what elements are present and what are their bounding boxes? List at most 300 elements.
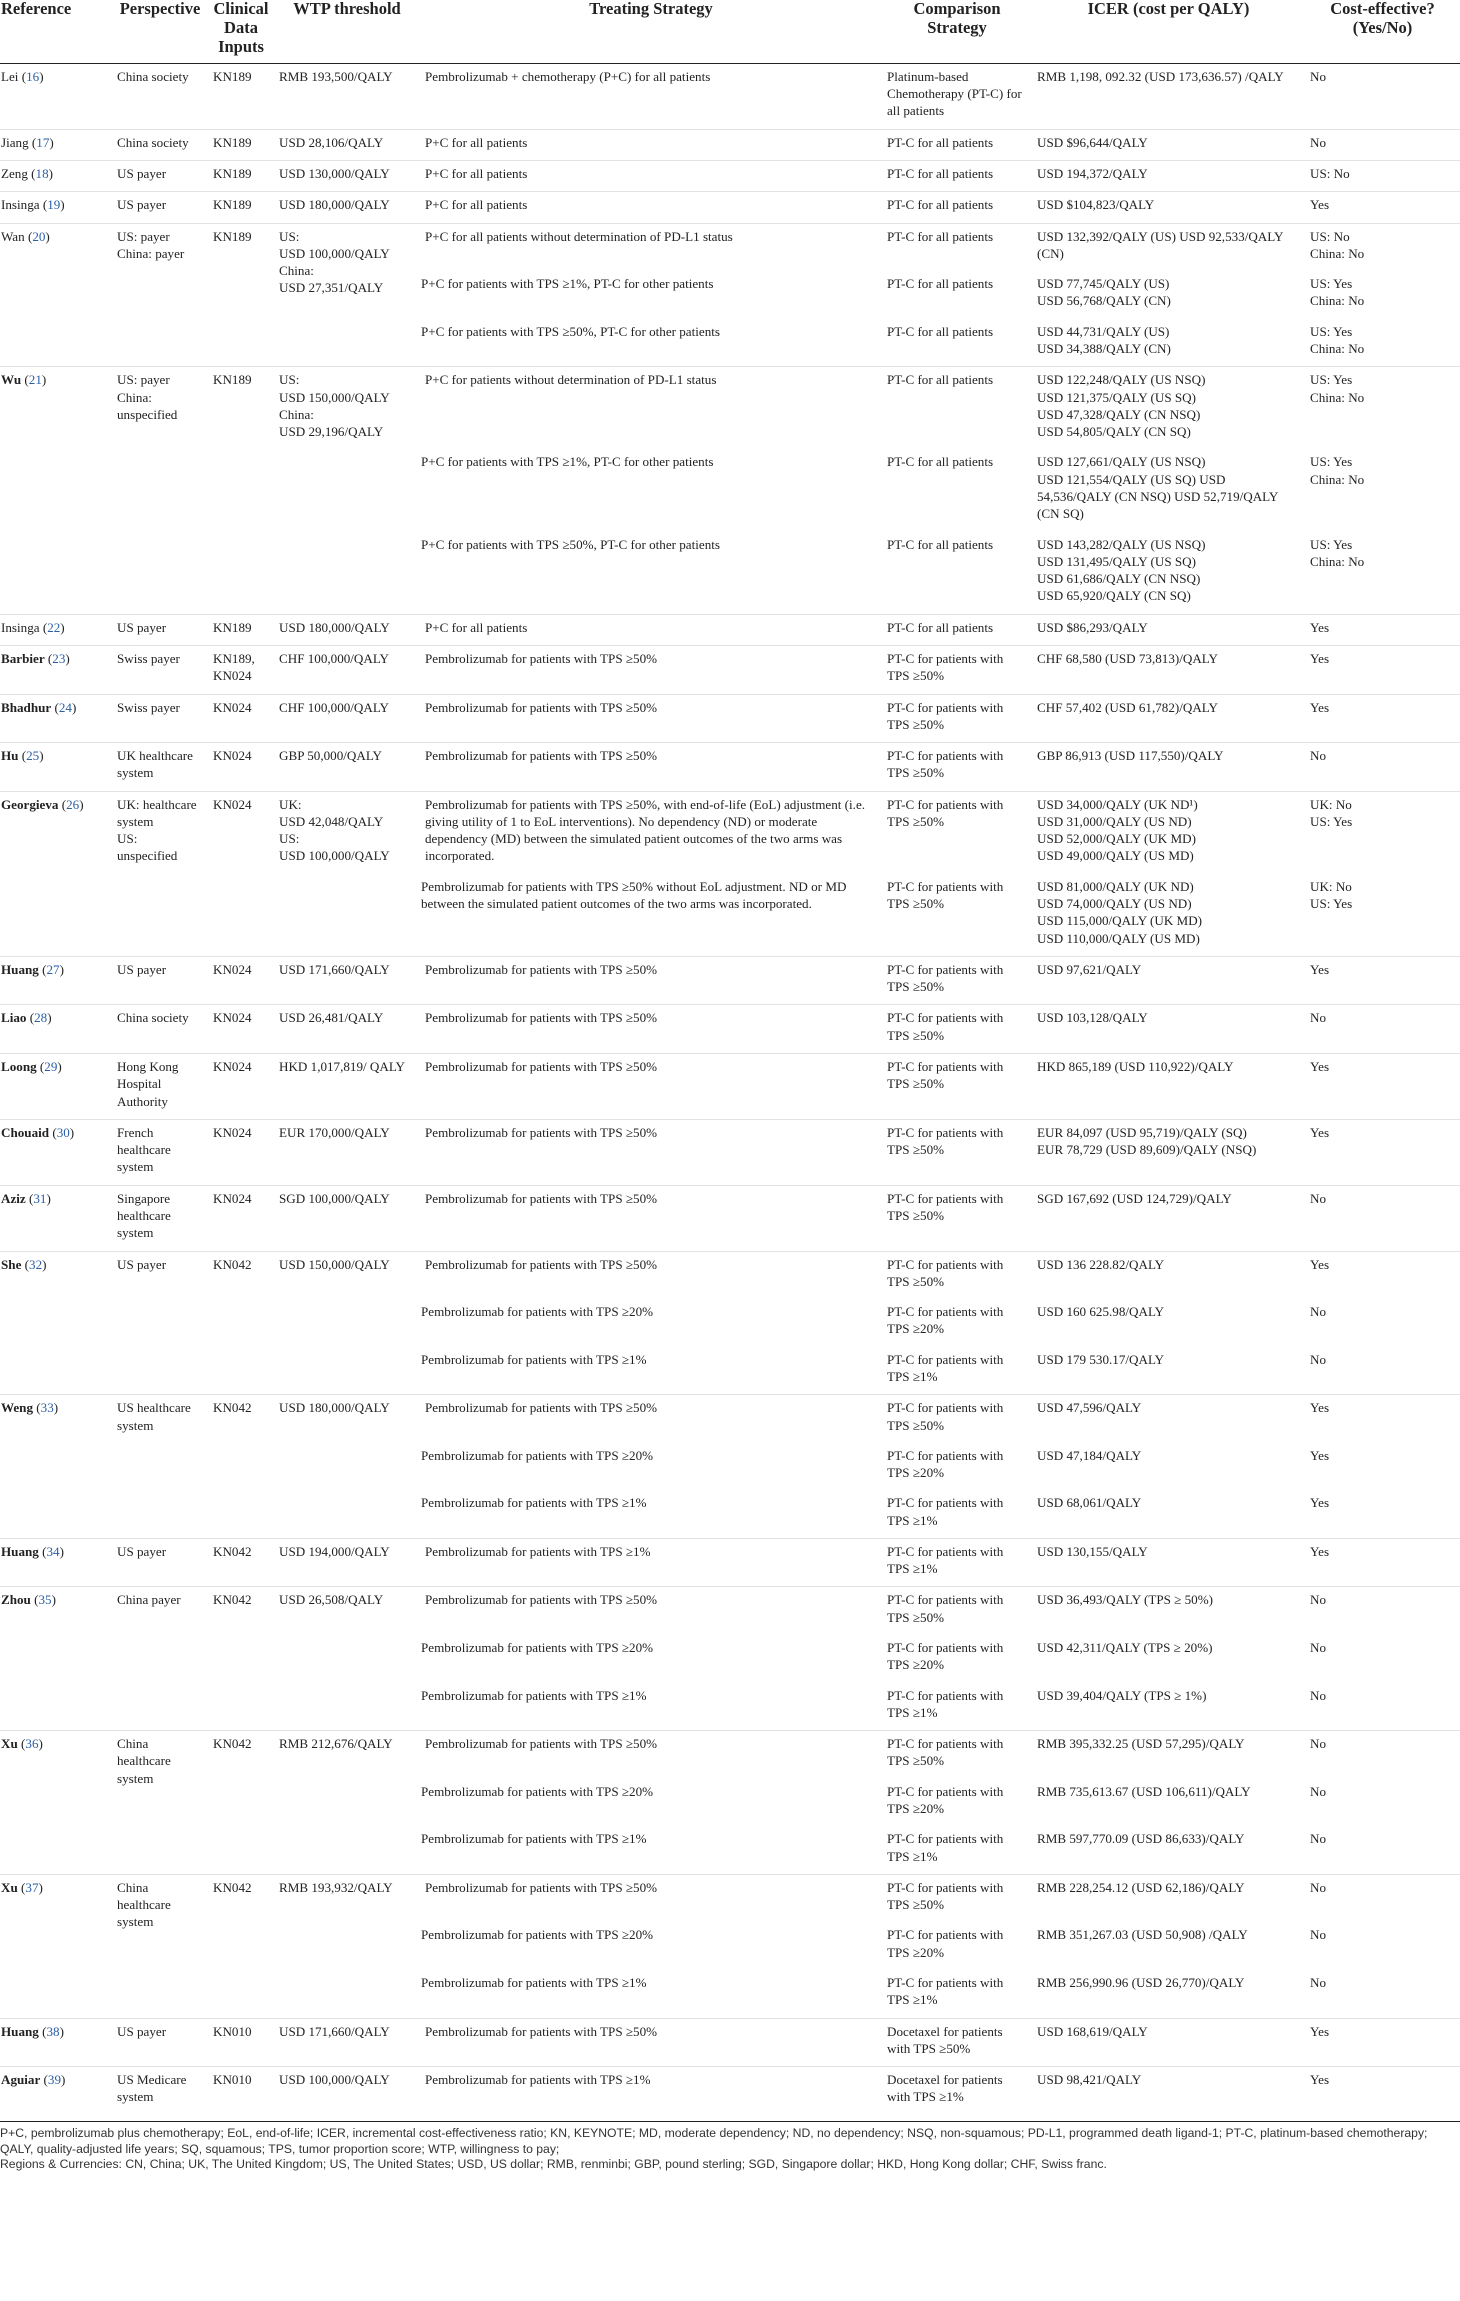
- icer-cell: USD 130,155/QALY: [1032, 1538, 1305, 1587]
- icer-cell: USD $86,293/QALY: [1032, 614, 1305, 645]
- cost-effective-cell: Yes: [1305, 645, 1460, 694]
- footnote-abbreviations: P+C, pembrolizumab plus chemotherapy; EoL, end-of-life; ICER, incremental cost-effectiveness ratio; KN, KEYNOTE; MD, moderate dependency; ND, no dependency; NSQ, non-squamous; PD-L1, programmed death ligand-1; PT-C, platinum-based chemotherapy; QALY, quality-adjusted life years; SQ, squamous; TPS, tumor proportion score; WTP, willingness to pay;: [0, 2125, 1428, 2156]
- icer-cell: USD 132,392/QALY (US) USD 92,533/QALY (CN): [1032, 223, 1305, 271]
- table-row: [0, 2018, 1460, 2067]
- icer-cell: USD 122,248/QALY (US NSQ) USD 121,375/QALY (US SQ) USD 47,328/QALY (CN NSQ) USD 54,805/QALY (CN SQ): [1032, 367, 1305, 450]
- comparison-strategy-cell: PT-C for all patients: [882, 192, 1032, 223]
- reference-number-link[interactable]: 29: [44, 1059, 58, 1074]
- reference-author: Georgieva: [1, 796, 59, 812]
- wtp-threshold-cell: RMB 193,500/QALY: [279, 68, 393, 84]
- table-row: [0, 129, 1460, 160]
- reference-author: Wan: [1, 228, 25, 244]
- wtp-threshold-cell: USD 26,508/QALY: [274, 1587, 420, 1731]
- wtp-threshold-cell: USD 28,106/QALY: [274, 129, 420, 160]
- treating-strategy-cell: Pembrolizumab for patients with TPS ≥1%: [421, 1974, 647, 1990]
- comparison-strategy-cell: PT-C for all patients: [882, 614, 1032, 645]
- table-row: [0, 1587, 1460, 1635]
- treating-strategy-cell: Pembrolizumab for patients with TPS ≥50%, with end-of-life (EoL) adjustment (i.e. giving utility of 1 to EoL interventions). No dependency (ND) or moderate dependency (MD) between the simulated patient outcomes of the two arms was incorporated.: [420, 791, 882, 874]
- perspective-cell: US payer: [112, 1251, 208, 1395]
- clinical-data-cell: KN024: [208, 1005, 274, 1054]
- reference-author: Zeng: [1, 166, 28, 182]
- perspective-cell: US payer: [112, 614, 208, 645]
- reference-number-link[interactable]: 36: [25, 1736, 39, 1752]
- treating-strategy-cell: Pembrolizumab for patients with TPS ≥50%: [420, 1251, 882, 1299]
- perspective-cell: Singapore healthcare system: [112, 1185, 208, 1251]
- treating-strategy-cell: Pembrolizumab for patients with TPS ≥1%: [420, 1538, 882, 1587]
- cost-effective-cell: Yes: [1305, 1395, 1460, 1443]
- table-row: [0, 694, 1460, 743]
- wtp-threshold-cell: CHF 100,000/QALY: [274, 694, 420, 743]
- reference-author: Liao: [1, 1010, 27, 1026]
- wtp-threshold-cell: US: USD 150,000/QALY China: USD 29,196/QALY: [274, 367, 420, 614]
- header-comparison-strategy: Comparison Strategy: [882, 0, 1032, 63]
- clinical-data-cell: KN024: [208, 956, 274, 1005]
- treating-strategy-cell: P+C for all patients: [420, 614, 882, 645]
- reference-author: Zhou: [1, 1592, 31, 1608]
- icer-cell: RMB 395,332.25 (USD 57,295)/QALY: [1032, 1731, 1305, 1779]
- reference-cell: Georgieva (26): [0, 791, 112, 956]
- cost-effective-cell: US: No China: No: [1305, 223, 1460, 271]
- comparison-strategy-cell: PT-C for patients with TPS ≥1%: [887, 1351, 1004, 1384]
- treating-strategy-cell: Pembrolizumab for patients with TPS ≥1%: [421, 1351, 647, 1367]
- clinical-data-cell: KN189, KN024: [208, 645, 274, 694]
- cost-effective-cell: US: Yes China: No: [1310, 323, 1365, 356]
- wtp-threshold-cell: USD 180,000/QALY: [274, 1395, 420, 1539]
- cost-effective-cell: No: [1305, 1874, 1460, 1922]
- perspective-cell: US: payer China: payer: [112, 223, 208, 367]
- wtp-threshold-cell: HKD 1,017,819/ QALY: [274, 1054, 420, 1120]
- comparison-strategy-cell: PT-C for patients with TPS ≥1%: [887, 1831, 1004, 1864]
- cost-effective-cell: No: [1310, 1351, 1327, 1367]
- icer-cell: RMB 351,267.03 (USD 50,908) /QALY: [1037, 1927, 1248, 1943]
- reference-number-link[interactable]: 26: [66, 796, 80, 812]
- clinical-data-cell: KN042: [208, 1538, 274, 1587]
- reference-author: Weng: [1, 1400, 34, 1416]
- cost-effective-cell: No: [1310, 68, 1327, 84]
- clinical-data-cell: KN189: [208, 129, 274, 160]
- reference-number-link[interactable]: 33: [40, 1400, 54, 1416]
- icer-cell: CHF 57,402 (USD 61,782)/QALY: [1032, 694, 1305, 743]
- reference-cell: Loong (29): [0, 1054, 112, 1120]
- comparison-strategy-cell: PT-C for patients with TPS ≥20%: [887, 1783, 1004, 1816]
- comparison-strategy-cell: PT-C for patients with TPS ≥50%: [887, 878, 1004, 912]
- treating-strategy-cell: Pembrolizumab for patients with TPS ≥20%: [421, 1640, 654, 1656]
- reference-cell: Bhadhur (24): [0, 694, 112, 743]
- reference-number-link[interactable]: 19: [47, 197, 61, 213]
- perspective-cell: US payer: [112, 2018, 208, 2067]
- table-row: [0, 1054, 1460, 1120]
- comparison-strategy-cell: PT-C for patients with TPS ≥20%: [887, 1304, 1004, 1337]
- clinical-data-cell: KN010: [208, 2018, 274, 2067]
- treating-strategy-cell: Pembrolizumab for patients with TPS ≥20%: [421, 1927, 654, 1943]
- perspective-cell: UK healthcare system: [112, 743, 208, 792]
- treating-strategy-cell: P+C for all patients: [420, 161, 882, 192]
- cost-effective-cell: US: No: [1305, 161, 1460, 192]
- comparison-strategy-cell: PT-C for patients with TPS ≥20%: [887, 1927, 1004, 1960]
- icer-cell: EUR 84,097 (USD 95,719)/QALY (SQ) EUR 78,729 (USD 89,609)/QALY (NSQ): [1032, 1119, 1305, 1185]
- perspective-cell: China society: [112, 129, 208, 160]
- icer-cell: USD 77,745/QALY (US) USD 56,768/QALY (CN): [1037, 276, 1171, 309]
- reference-number-link[interactable]: 31: [33, 1190, 47, 1206]
- icer-cell: SGD 167,692 (USD 124,729)/QALY: [1032, 1185, 1305, 1251]
- comparison-strategy-cell: PT-C for patients with TPS ≥20%: [887, 1640, 1004, 1673]
- perspective-cell: China payer: [112, 1587, 208, 1731]
- comparison-strategy-cell: PT-C for patients with TPS ≥50%: [882, 1005, 1032, 1054]
- comparison-strategy-cell: PT-C for patients with TPS ≥50%: [882, 645, 1032, 694]
- table-row: [0, 1119, 1460, 1185]
- comparison-strategy-cell: PT-C for patients with TPS ≥50%: [882, 1054, 1032, 1120]
- comparison-strategy-cell: PT-C for all patients: [887, 536, 994, 552]
- table-row: [0, 645, 1460, 694]
- reference-author: Xu: [1, 1879, 18, 1895]
- comparison-strategy-cell: PT-C for patients with TPS ≥50%: [882, 694, 1032, 743]
- treating-strategy-cell: Pembrolizumab for patients with TPS ≥50%: [420, 1874, 882, 1922]
- table-row: [0, 1538, 1460, 1587]
- wtp-threshold-cell: GBP 50,000/QALY: [274, 743, 420, 792]
- comparison-strategy-cell: Docetaxel for patients with TPS ≥1%: [882, 2067, 1032, 2115]
- treating-strategy-cell: P+C for patients with TPS ≥50%, PT-C for other patients: [421, 536, 720, 552]
- reference-cell: Huang (38): [0, 2018, 112, 2067]
- comparison-strategy-cell: PT-C for patients with TPS ≥50%: [882, 1251, 1032, 1299]
- comparison-strategy-cell: PT-C for patients with TPS ≥50%: [882, 956, 1032, 1005]
- table-body: [0, 63, 1460, 2114]
- icer-cell: USD 179 530.17/QALY: [1037, 1351, 1165, 1367]
- reference-number-link[interactable]: 34: [46, 1543, 60, 1559]
- comparison-strategy-cell: PT-C for patients with TPS ≥1%: [887, 1495, 1004, 1528]
- reference-number-link[interactable]: 16: [26, 68, 40, 84]
- table-row: [0, 1395, 1460, 1443]
- treating-strategy-cell: Pembrolizumab for patients with TPS ≥1%: [420, 2067, 882, 2115]
- reference-number-link[interactable]: 35: [38, 1592, 52, 1608]
- icer-cell: USD 98,421/QALY: [1032, 2067, 1305, 2115]
- treating-strategy-cell: Pembrolizumab for patients with TPS ≥20%: [421, 1447, 654, 1463]
- reference-cell: Huang (27): [0, 956, 112, 1005]
- clinical-data-cell: KN024: [208, 743, 274, 792]
- table-header: [0, 0, 1460, 63]
- reference-cell: Wu (21): [0, 367, 112, 614]
- wtp-threshold-cell: USD 194,000/QALY: [274, 1538, 420, 1587]
- table-row: [0, 791, 1460, 874]
- cost-effective-cell: Yes: [1310, 1495, 1330, 1511]
- perspective-cell: US payer: [112, 161, 208, 192]
- treating-strategy-cell: Pembrolizumab for patients with TPS ≥50%: [420, 1119, 882, 1185]
- cost-effective-cell: No: [1310, 1974, 1327, 1990]
- treating-strategy-cell: Pembrolizumab for patients with TPS ≥50%: [420, 1587, 882, 1635]
- reference-author: Bhadhur: [1, 699, 52, 715]
- perspective-cell: US payer: [112, 192, 208, 223]
- icer-cell: RMB 256,990.96 (USD 26,770)/QALY: [1037, 1974, 1245, 1990]
- wtp-threshold-cell: USD 100,000/QALY: [274, 2067, 420, 2115]
- reference-author: Chouaid: [1, 1124, 50, 1140]
- perspective-cell: US: payer China: unspecified: [112, 367, 208, 614]
- table-row: [0, 1185, 1460, 1251]
- reference-author: Lei: [1, 68, 19, 84]
- treating-strategy-cell: P+C for patients with TPS ≥1%, PT-C for other patients: [421, 276, 714, 292]
- reference-author: Insinga: [1, 197, 40, 213]
- header-perspective: Perspective: [112, 0, 208, 63]
- treating-strategy-cell: P+C for all patients: [420, 129, 882, 160]
- treating-strategy-cell: Pembrolizumab + chemotherapy (P+C) for all patients: [425, 68, 711, 84]
- wtp-threshold-cell: EUR 170,000/QALY: [274, 1119, 420, 1185]
- reference-cell: Zeng (18): [0, 161, 112, 192]
- reference-author: Insinga: [1, 619, 40, 635]
- comparison-strategy-cell: Platinum-based Chemotherapy (PT-C) for all patients: [887, 68, 1022, 119]
- reference-number-link[interactable]: 38: [46, 2023, 60, 2039]
- table-row: [0, 192, 1460, 223]
- wtp-threshold-cell: USD 130,000/QALY: [274, 161, 420, 192]
- icer-cell: USD 34,000/QALY (UK ND¹) USD 31,000/QALY (US ND) USD 52,000/QALY (UK MD) USD 49,000/QALY (US MD): [1032, 791, 1305, 874]
- table-row: [0, 743, 1460, 792]
- icer-cell: USD 194,372/QALY: [1032, 161, 1305, 192]
- cost-effective-cell: US: Yes China: No: [1310, 276, 1365, 309]
- reference-cell: Chouaid (30): [0, 1119, 112, 1185]
- treating-strategy-cell: Pembrolizumab for patients with TPS ≥20%: [421, 1783, 654, 1799]
- icer-cell: USD 160 625.98/QALY: [1037, 1304, 1165, 1320]
- cost-effective-cell: US: Yes China: No: [1310, 454, 1365, 487]
- perspective-cell: China healthcare system: [112, 1731, 208, 1875]
- clinical-data-cell: KN024: [208, 791, 274, 956]
- cost-effective-cell: No: [1305, 1185, 1460, 1251]
- perspective-cell: Swiss payer: [112, 694, 208, 743]
- reference-cell: Weng (33): [0, 1395, 112, 1539]
- clinical-data-cell: KN189: [213, 68, 252, 84]
- treating-strategy-cell: Pembrolizumab for patients with TPS ≥1%: [421, 1495, 647, 1511]
- reference-number-link[interactable]: 32: [29, 1256, 43, 1272]
- treating-strategy-cell: Pembrolizumab for patients with TPS ≥50%: [420, 1185, 882, 1251]
- wtp-threshold-cell: RMB 193,932/QALY: [274, 1874, 420, 2018]
- treating-strategy-cell: Pembrolizumab for patients with TPS ≥50%: [420, 694, 882, 743]
- comparison-strategy-cell: PT-C for patients with TPS ≥50%: [882, 743, 1032, 792]
- table-row: [0, 63, 1460, 129]
- perspective-cell: US Medicare system: [112, 2067, 208, 2115]
- clinical-data-cell: KN024: [208, 1119, 274, 1185]
- cost-effective-cell: Yes: [1305, 1054, 1460, 1120]
- comparison-strategy-cell: PT-C for patients with TPS ≥1%: [887, 1687, 1004, 1720]
- clinical-data-cell: KN042: [208, 1874, 274, 2018]
- table-row: [0, 1251, 1460, 1299]
- wtp-threshold-cell: US: USD 100,000/QALY China: USD 27,351/QALY: [274, 223, 420, 367]
- cost-effective-cell: No: [1310, 1304, 1327, 1320]
- icer-cell: USD $96,644/QALY: [1032, 129, 1305, 160]
- table-row: [0, 614, 1460, 645]
- icer-cell: USD $104,823/QALY: [1032, 192, 1305, 223]
- clinical-data-cell: KN042: [208, 1395, 274, 1539]
- reference-number-link[interactable]: 22: [47, 619, 61, 635]
- comparison-strategy-cell: PT-C for all patients: [887, 454, 994, 470]
- reference-author: Aguiar: [1, 2072, 41, 2088]
- cost-effective-cell: Yes: [1305, 956, 1460, 1005]
- perspective-cell: Swiss payer: [112, 645, 208, 694]
- icer-cell: RMB 228,254.12 (USD 62,186)/QALY: [1032, 1874, 1305, 1922]
- treating-strategy-cell: Pembrolizumab for patients with TPS ≥50%: [420, 1054, 882, 1120]
- header-cost-effective: Cost-effective? (Yes/No): [1305, 0, 1460, 63]
- comparison-strategy-cell: PT-C for patients with TPS ≥50%: [882, 1395, 1032, 1443]
- cost-effective-cell: Yes: [1310, 1447, 1330, 1463]
- cost-effective-cell: No: [1310, 1783, 1327, 1799]
- reference-author: Xu: [1, 1736, 18, 1752]
- perspective-cell: US healthcare system: [112, 1395, 208, 1539]
- icer-cell: USD 143,282/QALY (US NSQ) USD 131,495/QALY (US SQ) USD 61,686/QALY (CN NSQ) USD 65,920/QALY (CN SQ): [1037, 536, 1206, 604]
- cost-effective-cell: No: [1310, 1640, 1327, 1656]
- table-row: [0, 1731, 1460, 1779]
- header-wtp-threshold: WTP threshold: [274, 0, 420, 63]
- treating-strategy-cell: P+C for all patients: [420, 192, 882, 223]
- comparison-strategy-cell: PT-C for all patients: [887, 323, 994, 339]
- reference-author: Wu: [1, 372, 22, 388]
- treating-strategy-cell: P+C for patients with TPS ≥1%, PT-C for other patients: [421, 454, 714, 470]
- reference-author: Barbier: [1, 650, 45, 666]
- table-row: [0, 367, 1460, 450]
- reference-author: Hu: [1, 748, 19, 764]
- treating-strategy-cell: Pembrolizumab for patients with TPS ≥50%: [420, 1731, 882, 1779]
- clinical-data-cell: KN042: [208, 1587, 274, 1731]
- table-row: [0, 956, 1460, 1005]
- perspective-cell: US payer: [112, 956, 208, 1005]
- header-icer: ICER (cost per QALY): [1032, 0, 1305, 63]
- reference-cell: Wan (20): [0, 223, 112, 367]
- wtp-threshold-cell: USD 26,481/QALY: [274, 1005, 420, 1054]
- cost-effective-cell: No: [1305, 1005, 1460, 1054]
- table-row: [0, 1005, 1460, 1054]
- reference-cell: Liao (28): [0, 1005, 112, 1054]
- cost-effective-cell: Yes: [1305, 2018, 1460, 2067]
- reference-cell: Barbier (23): [0, 645, 112, 694]
- cost-effective-cell: Yes: [1305, 2067, 1460, 2115]
- wtp-threshold-cell: USD 150,000/QALY: [274, 1251, 420, 1395]
- comparison-strategy-cell: PT-C for patients with TPS ≥50%: [882, 1119, 1032, 1185]
- cost-effective-cell: Yes: [1305, 1538, 1460, 1587]
- comparison-strategy-cell: PT-C for patients with TPS ≥1%: [887, 1974, 1004, 2008]
- reference-cell: Hu (25): [0, 743, 112, 792]
- reference-cell: Lei (16): [1, 68, 44, 84]
- treating-strategy-cell: P+C for patients with TPS ≥50%, PT-C for other patients: [421, 323, 720, 339]
- comparison-strategy-cell: PT-C for patients with TPS ≥1%: [882, 1538, 1032, 1587]
- comparison-strategy-cell: PT-C for all patients: [882, 223, 1032, 271]
- table-row: [0, 161, 1460, 192]
- reference-author: Jiang: [1, 134, 29, 150]
- reference-author: Huang: [1, 2023, 39, 2039]
- icer-cell: USD 97,621/QALY: [1032, 956, 1305, 1005]
- clinical-data-cell: KN189: [208, 367, 274, 614]
- table-footnotes: [0, 2121, 1460, 2174]
- table-row: [0, 2067, 1460, 2115]
- reference-number-link[interactable]: 39: [47, 2072, 62, 2088]
- icer-cell: USD 81,000/QALY (UK ND) USD 74,000/QALY (US ND) USD 115,000/QALY (UK MD) USD 110,000/QALY (US MD): [1037, 878, 1203, 946]
- icer-cell: USD 103,128/QALY: [1032, 1005, 1305, 1054]
- perspective-cell: UK: healthcare system US: unspecified: [112, 791, 208, 956]
- reference-number-link[interactable]: 37: [25, 1879, 39, 1895]
- reference-author: Huang: [1, 1543, 39, 1559]
- wtp-threshold-cell: USD 180,000/QALY: [274, 614, 420, 645]
- reference-author: Aziz: [1, 1190, 26, 1206]
- treating-strategy-cell: Pembrolizumab for patients with TPS ≥50%: [420, 645, 882, 694]
- icer-cell: USD 168,619/QALY: [1032, 2018, 1305, 2067]
- icer-cell: USD 44,731/QALY (US) USD 34,388/QALY (CN): [1037, 323, 1171, 356]
- comparison-strategy-cell: PT-C for all patients: [887, 276, 994, 292]
- reference-number-link[interactable]: 17: [36, 134, 50, 150]
- cost-effective-cell: US: Yes China: No: [1305, 367, 1460, 450]
- icer-cell: USD 47,596/QALY: [1032, 1395, 1305, 1443]
- icer-cell: USD 47,184/QALY: [1037, 1447, 1142, 1463]
- cost-effective-cell: No: [1305, 1731, 1460, 1779]
- icer-cell: RMB 1,198, 092.32 (USD 173,636.57) /QALY: [1037, 68, 1284, 84]
- treating-strategy-cell: Pembrolizumab for patients with TPS ≥50%: [420, 743, 882, 792]
- wtp-threshold-cell: SGD 100,000/QALY: [274, 1185, 420, 1251]
- footnote-regions-currencies: Regions & Currencies: CN, China; UK, The United Kingdom; US, The United States; USD, US dollar; RMB, renminbi; GBP, pound sterling; SGD, Singapore dollar; HKD, Hong Kong dollar; CHF, Swiss franc.: [0, 2157, 1107, 2172]
- icer-cell: USD 36,493/QALY (TPS ≥ 50%): [1032, 1587, 1305, 1635]
- reference-number-link[interactable]: 27: [46, 961, 60, 977]
- table-row: [0, 1874, 1460, 1922]
- comparison-strategy-cell: PT-C for patients with TPS ≥50%: [882, 1731, 1032, 1779]
- header-treating-strategy: Treating Strategy: [420, 0, 882, 63]
- comparison-strategy-cell: PT-C for patients with TPS ≥50%: [882, 1874, 1032, 1922]
- reference-number-link[interactable]: 20: [32, 228, 46, 244]
- clinical-data-cell: KN024: [208, 1185, 274, 1251]
- reference-cell: Xu (37): [0, 1874, 112, 2018]
- cost-effective-cell: US: Yes China: No: [1310, 536, 1365, 569]
- cost-effective-cell: No: [1310, 1927, 1327, 1943]
- treating-strategy-cell: Pembrolizumab for patients with TPS ≥50%: [420, 956, 882, 1005]
- treating-strategy-cell: Pembrolizumab for patients with TPS ≥50% without EoL adjustment. ND or MD between the simulated patient outcomes of the two arms was incorporated.: [421, 878, 847, 912]
- cost-effective-cell: No: [1305, 1587, 1460, 1635]
- header-clinical-data-inputs: Clinical Data Inputs: [208, 0, 274, 63]
- cost-effective-cell: No: [1310, 1831, 1327, 1847]
- reference-number-link[interactable]: 28: [34, 1010, 48, 1026]
- perspective-cell: French healthcare system: [112, 1119, 208, 1185]
- clinical-data-cell: KN042: [208, 1731, 274, 1875]
- clinical-data-cell: KN189: [208, 192, 274, 223]
- wtp-threshold-cell: RMB 212,676/QALY: [274, 1731, 420, 1875]
- wtp-threshold-cell: USD 180,000/QALY: [274, 192, 420, 223]
- table-row: [0, 223, 1460, 271]
- reference-cell: Xu (36): [0, 1731, 112, 1875]
- cost-effective-cell: No: [1305, 743, 1460, 792]
- reference-number-link[interactable]: 25: [26, 748, 40, 764]
- treating-strategy-cell: P+C for all patients without determination of PD-L1 status: [420, 223, 882, 271]
- perspective-cell: China healthcare system: [112, 1874, 208, 2018]
- reference-number-link[interactable]: 30: [56, 1124, 70, 1140]
- reference-author: Huang: [1, 961, 39, 977]
- icer-cell: CHF 68,580 (USD 73,813)/QALY: [1032, 645, 1305, 694]
- reference-cell: Huang (34): [0, 1538, 112, 1587]
- icer-cell: GBP 86,913 (USD 117,550)/QALY: [1032, 743, 1305, 792]
- reference-cell: Insinga (19): [0, 192, 112, 223]
- treating-strategy-cell: P+C for patients without determination of PD-L1 status: [420, 367, 882, 450]
- reference-number-link[interactable]: 24: [58, 699, 72, 715]
- header-reference: Reference: [0, 0, 112, 63]
- treating-strategy-cell: Pembrolizumab for patients with TPS ≥50%: [420, 1005, 882, 1054]
- perspective-cell: China society: [117, 68, 189, 84]
- treating-strategy-cell: Pembrolizumab for patients with TPS ≥1%: [421, 1831, 647, 1847]
- wtp-threshold-cell: UK: USD 42,048/QALY US: USD 100,000/QALY: [274, 791, 420, 956]
- clinical-data-cell: KN010: [208, 2067, 274, 2115]
- reference-cell: Aguiar (39): [0, 2067, 112, 2115]
- cost-effective-cell: UK: No US: Yes: [1310, 878, 1353, 912]
- perspective-cell: US payer: [112, 1538, 208, 1587]
- reference-number-link[interactable]: 21: [28, 372, 42, 388]
- clinical-data-cell: KN189: [208, 614, 274, 645]
- wtp-threshold-cell: USD 171,660/QALY: [274, 956, 420, 1005]
- treating-strategy-cell: Pembrolizumab for patients with TPS ≥50%: [420, 1395, 882, 1443]
- icer-cell: USD 39,404/QALY (TPS ≥ 1%): [1037, 1687, 1207, 1703]
- cost-effective-cell: Yes: [1305, 192, 1460, 223]
- comparison-strategy-cell: PT-C for patients with TPS ≥50%: [882, 1185, 1032, 1251]
- reference-cell: Jiang (17): [0, 129, 112, 160]
- icer-cell: USD 127,661/QALY (US NSQ) USD 121,554/QALY (US SQ) USD 54,536/QALY (CN NSQ) USD 52,719/QALY (CN SQ): [1037, 454, 1278, 522]
- reference-number-link[interactable]: 23: [52, 650, 66, 666]
- reference-number-link[interactable]: 18: [35, 166, 49, 182]
- cost-effective-cell: Yes: [1305, 694, 1460, 743]
